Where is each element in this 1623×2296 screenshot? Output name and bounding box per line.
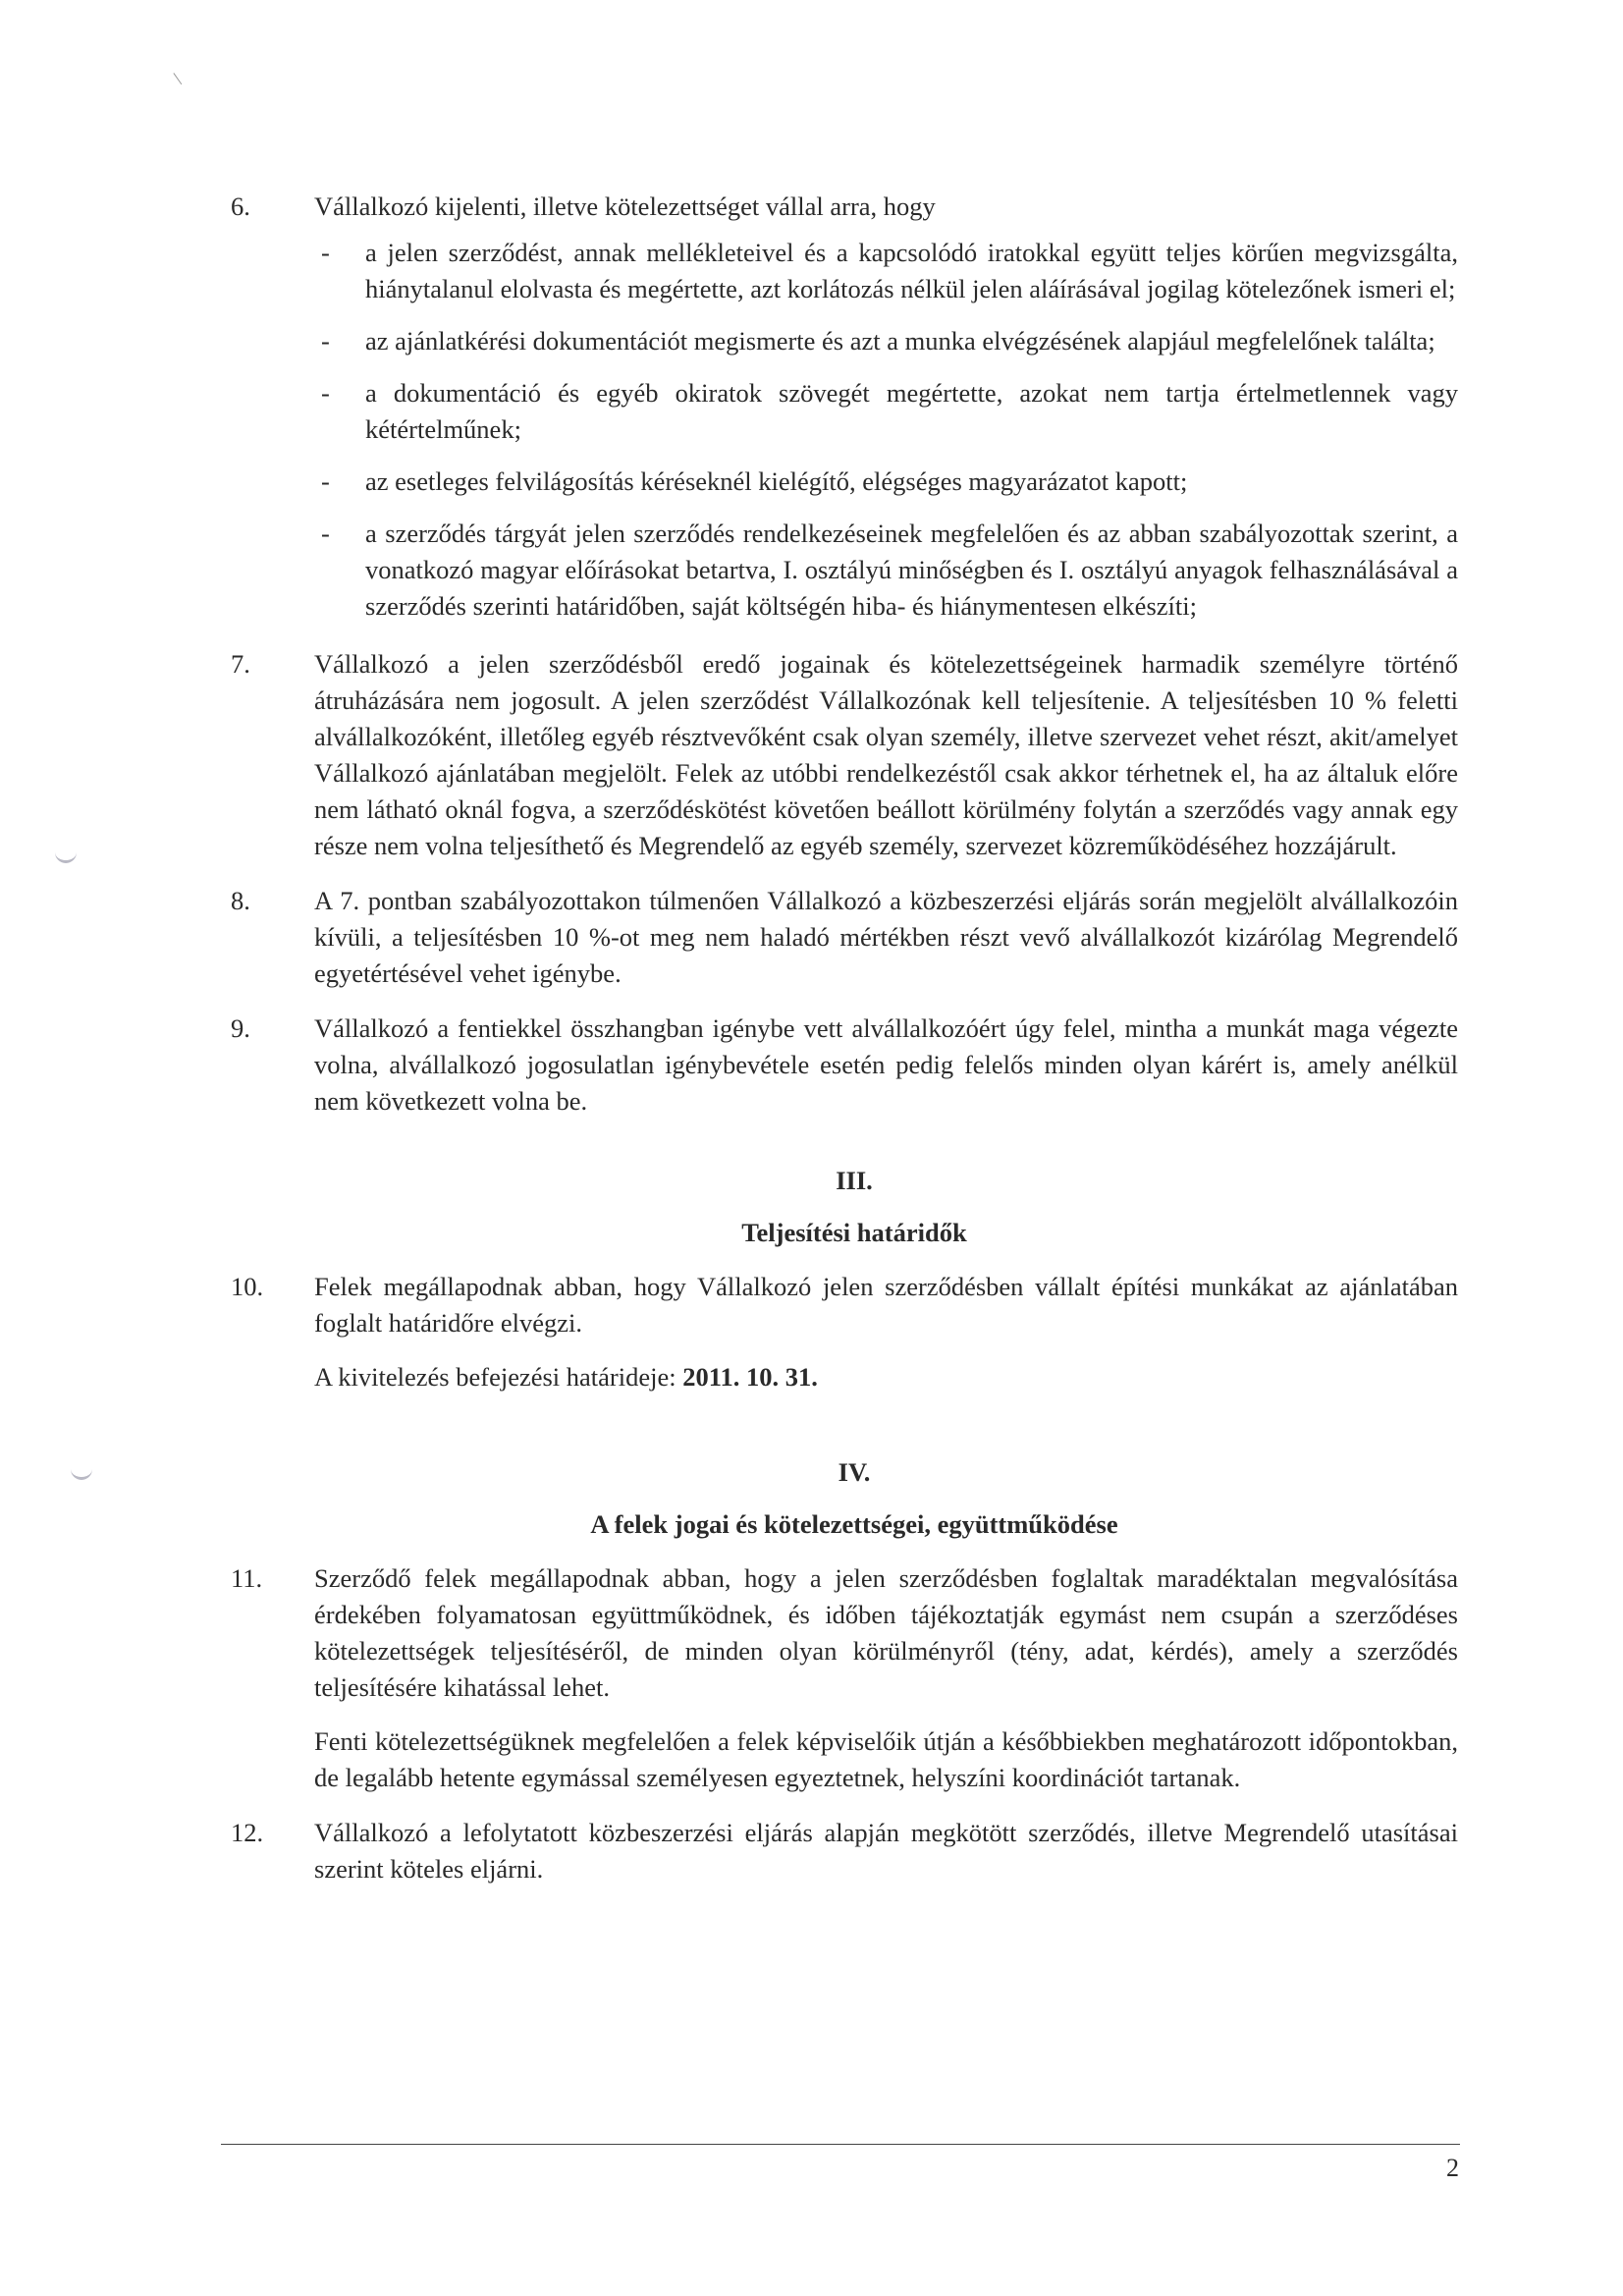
list-item-text: az ajánlatkérési dokumentációt megismerte és azt a munka elvégzésének alapjául megfelelőnek találta;: [365, 326, 1435, 355]
bullet-dash: -: [321, 378, 330, 408]
clause-10: [231, 1269, 1458, 1395]
list-item-text: a jelen szerződést, annak mellékleteivel és a kapcsolódó iratokkal együtt teljes körűen megvizsgálta, hiánytalanul elolvasta és megértette, azt korlátozás nélkül jelen aláírásával jogilag kötelezőnek ismeri el;: [365, 238, 1458, 303]
clause-text: Vállalkozó a fentiekkel összhangban igénybe vett alvállalkozóért úgy felel, mintha a munkát maga végezte volna, alvállalkozó jogosulatlan igénybevétele esetén pedig felelős minden olyan kárért is, amely anélkül nem következett volna be.: [314, 1013, 1458, 1116]
page-number: 2: [1446, 2154, 1459, 2182]
clause-text: Vállalkozó a jelen szerződésből eredő jogainak és kötelezettségeinek harmadik személyre történő átruházására nem jogosult. A jelen szerződést Vállalkozónak kell teljesítenie. A teljesítésben 10 % feletti alvállalkozóként, illetőleg egyéb résztvevőként csak olyan személy, illetve szervezet vehet részt, akit/amelyet Vállalkozó ajánlatában megjelölt. Felek az utóbbi rendelkezéstől csak akkor térhetnek el, ha az általuk előre nem látható oknál fogva, a szerződéskötést követően beállott körülmény folytán a szerződés vagy annak egy része nem volna teljesíthető és Megrendelő az egyéb személy, szervezet közreműködéséhez hozzájárult.: [314, 649, 1458, 860]
section-number: IV.: [838, 1457, 871, 1487]
clause-intro: Vállalkozó kijelenti, illetve kötelezettséget vállal arra, hogy: [314, 191, 936, 221]
clause-text-continued: Fenti kötelezettségüknek megfelelően a felek képviselőik útján a későbbiekben meghatározott időpontokban, de legalább hetente egymással személyesen egyeztetnek, helyszíni koordinációt tartanak.: [314, 1726, 1458, 1792]
clause-12: [231, 1815, 1458, 1887]
clause-text: Felek megállapodnak abban, hogy Vállalkozó jelen szerződésben vállalt építési munkákat az ajánlatában foglalt határidőre elvégzi.: [314, 1272, 1458, 1338]
bullet-dash: -: [321, 519, 330, 548]
clause-7: [231, 646, 1458, 864]
bullet-dash: -: [321, 466, 330, 496]
deadline-line: [314, 1359, 1458, 1395]
footer-divider: [221, 2144, 1460, 2145]
clause-text: Szerződő felek megállapodnak abban, hogy a jelen szerződésben foglaltak maradéktalan megvalósítása érdekében folyamatosan együttműködnek, és időben tájékoztatják egymást nem csupán a szerződéses kötelezettségek teljesítéséről, de minden olyan körülményről (tény, adat, kérdés), amely a szerződés teljesítésére kihatással lehet.: [314, 1563, 1458, 1702]
clause-9: [231, 1011, 1458, 1120]
clause-number: 9.: [231, 1013, 250, 1043]
clause-number: 8.: [231, 886, 250, 915]
clause-6: [231, 189, 1458, 625]
bullet-dash: -: [321, 238, 330, 267]
section-number: III.: [836, 1166, 873, 1195]
list-item-text: az esetleges felvilágosítás kéréseknél kielégítő, elégséges magyarázatot kapott;: [365, 466, 1188, 496]
scan-mark: [173, 71, 185, 84]
clause-number: 7.: [231, 649, 250, 679]
bullet-dash: -: [321, 326, 330, 355]
clause-bullet-list: [314, 235, 1458, 625]
list-item: [314, 516, 1458, 625]
list-item: [314, 323, 1458, 359]
punch-hole-mark: [55, 847, 77, 863]
list-item: [314, 375, 1458, 448]
section-title: A felek jogai és kötelezettségei, együttműködése: [590, 1509, 1118, 1539]
list-item-text: a szerződés tárgyát jelen szerződés rendelkezéseinek megfelelően és az abban szabályozottak szerint, a vonatkozó magyar előírásokat betartva, I. osztályú minőségben és I. osztályú anyagok felhasználásával a szerződés szerinti határidőben, saját költségén hiba- és hiánymentesen elkészíti;: [365, 519, 1458, 621]
clause-number: 11.: [231, 1563, 263, 1593]
clause-text: Vállalkozó a lefolytatott közbeszerzési eljárás alapján megkötött szerződés, illetve Megrendelő utasításai szerint köteles eljárni.: [314, 1818, 1458, 1884]
clause-number: 6.: [231, 191, 250, 221]
document-body: [231, 189, 1458, 1887]
list-item: [314, 464, 1458, 500]
clause-number: 12.: [231, 1818, 264, 1847]
punch-hole-mark: [71, 1463, 92, 1480]
deadline-value: 2011. 10. 31.: [682, 1362, 818, 1392]
list-item-text: a dokumentáció és egyéb okiratok szövegét megértette, azokat nem tartja értelmetlennek vagy kétértelműnek;: [365, 378, 1458, 444]
section-title: Teljesítési határidők: [741, 1218, 967, 1247]
list-item: [314, 235, 1458, 307]
clause-number: 10.: [231, 1272, 264, 1301]
deadline-label: A kivitelezés befejezési határideje:: [314, 1362, 676, 1392]
clause-8: [231, 883, 1458, 992]
clause-text: A 7. pontban szabályozottakon túlmenően Vállalkozó a közbeszerzési eljárás során megjelölt alvállalkozóin kívüli, a teljesítésben 10 %-ot meg nem haladó mértékben részt vevő alvállalkozót kizárólag Megrendelő egyetértésével vehet igénybe.: [314, 886, 1458, 988]
clause-11: [231, 1560, 1458, 1796]
